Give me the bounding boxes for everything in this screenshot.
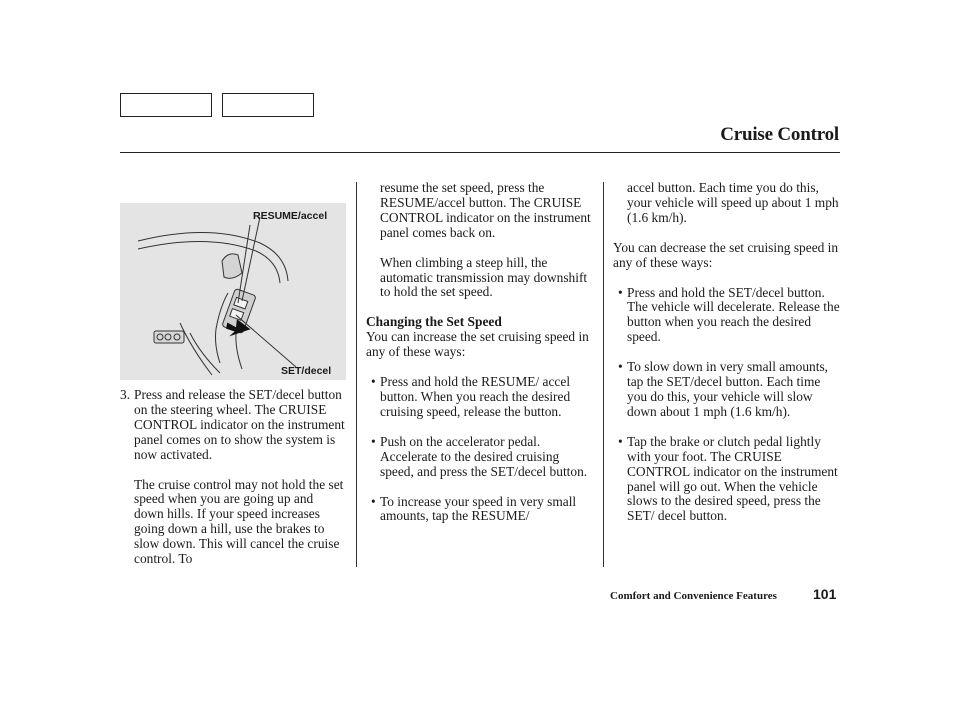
column-divider xyxy=(603,182,604,567)
nav-tab-box[interactable] xyxy=(222,93,314,117)
bullet-item: • To increase your speed in very small amounts, tap the RESUME/ xyxy=(366,495,594,525)
figure-label-set: SET/decel xyxy=(281,365,332,377)
figure-label-resume: RESUME/accel xyxy=(253,210,328,222)
bullet-item: • Press and hold the SET/decel button. The vehicle will decelerate. Release the button when you reach the desired speed. xyxy=(613,286,843,346)
paragraph: resume the set speed, press the RESUME/accel button. The CRUISE CONTROL indicator on the instrument panel comes back on. xyxy=(380,180,591,240)
paragraph: When climbing a steep hill, the automatic transmission may downshift to hold the set speed. xyxy=(380,254,588,300)
column-2 xyxy=(366,181,594,524)
step-text: Press and release the SET/decel button on the steering wheel. The CRUISE CONTROL indicator on the instrument panel comes on to show the system is now activated. xyxy=(134,387,345,462)
bullet-item: • Tap the brake or clutch pedal lightly with your foot. The CRUISE CONTROL indicator on the instrument panel will go out. When the vehicle slows to the desired speed, press the SET/ decel button. xyxy=(613,435,843,524)
column-divider xyxy=(356,182,357,567)
column-1 xyxy=(120,388,346,567)
title-rule xyxy=(120,152,840,153)
steering-wheel-illustration xyxy=(120,203,346,380)
bullet-item: • Press and hold the RESUME/ accel button. When you reach the desired cruising speed, release the button. xyxy=(366,375,594,420)
footer-section-name: Comfort and Convenience Features xyxy=(610,590,777,602)
page-number: 101 xyxy=(813,586,837,602)
paragraph: accel button. Each time you do this, your vehicle will speed up about 1 mph (1.6 km/h). xyxy=(627,180,839,225)
numbered-step xyxy=(120,388,346,463)
step-number: 3. xyxy=(120,387,131,402)
column-3 xyxy=(613,181,843,524)
bullet-text: Push on the accelerator pedal. Accelerate to the desired cruising speed, and press the SET/decel button. xyxy=(380,433,588,479)
page-title: Cruise Control xyxy=(720,124,839,145)
bullet-text: To increase your speed in very small amounts, tap the RESUME/ xyxy=(380,493,577,524)
bullet-item: • Push on the accelerator pedal. Accelerate to the desired cruising speed, and press the SET/decel button. xyxy=(366,435,594,480)
paragraph: The cruise control may not hold the set speed when you are going up and down hills. If your speed increases going down a hill, use the brakes to slow down. This will cancel the cruise control. To xyxy=(134,476,344,567)
paragraph: You can decrease the set cruising speed in any of these ways: xyxy=(613,239,839,270)
steering-wheel-figure xyxy=(120,203,346,380)
bullet-item: • To slow down in very small amounts, tap the SET/decel button. Each time you do this, your vehicle will slow down about 1 mph (1.6 km/h). xyxy=(613,360,843,420)
bullet-text: Press and hold the RESUME/ accel button. When you reach the desired cruising speed, release the button. xyxy=(380,374,571,419)
paragraph: You can increase the set cruising speed in any of these ways: xyxy=(366,329,589,360)
bullet-text: Tap the brake or clutch pedal lightly with your foot. The CRUISE CONTROL indicator on the instrument panel will go out. When the vehicle slows to the desired speed, press the SET/ decel button. xyxy=(627,433,838,524)
bullet-text: Press and hold the SET/decel button. The vehicle will decelerate. Release the button when you reach the desired speed. xyxy=(627,284,840,345)
section-heading: Changing the Set Speed xyxy=(366,314,502,330)
bullet-text: To slow down in very small amounts, tap the SET/decel button. Each time you do this, your vehicle will slow down about 1 mph (1.6 km/h). xyxy=(627,359,829,419)
nav-tab-box[interactable] xyxy=(120,93,212,117)
